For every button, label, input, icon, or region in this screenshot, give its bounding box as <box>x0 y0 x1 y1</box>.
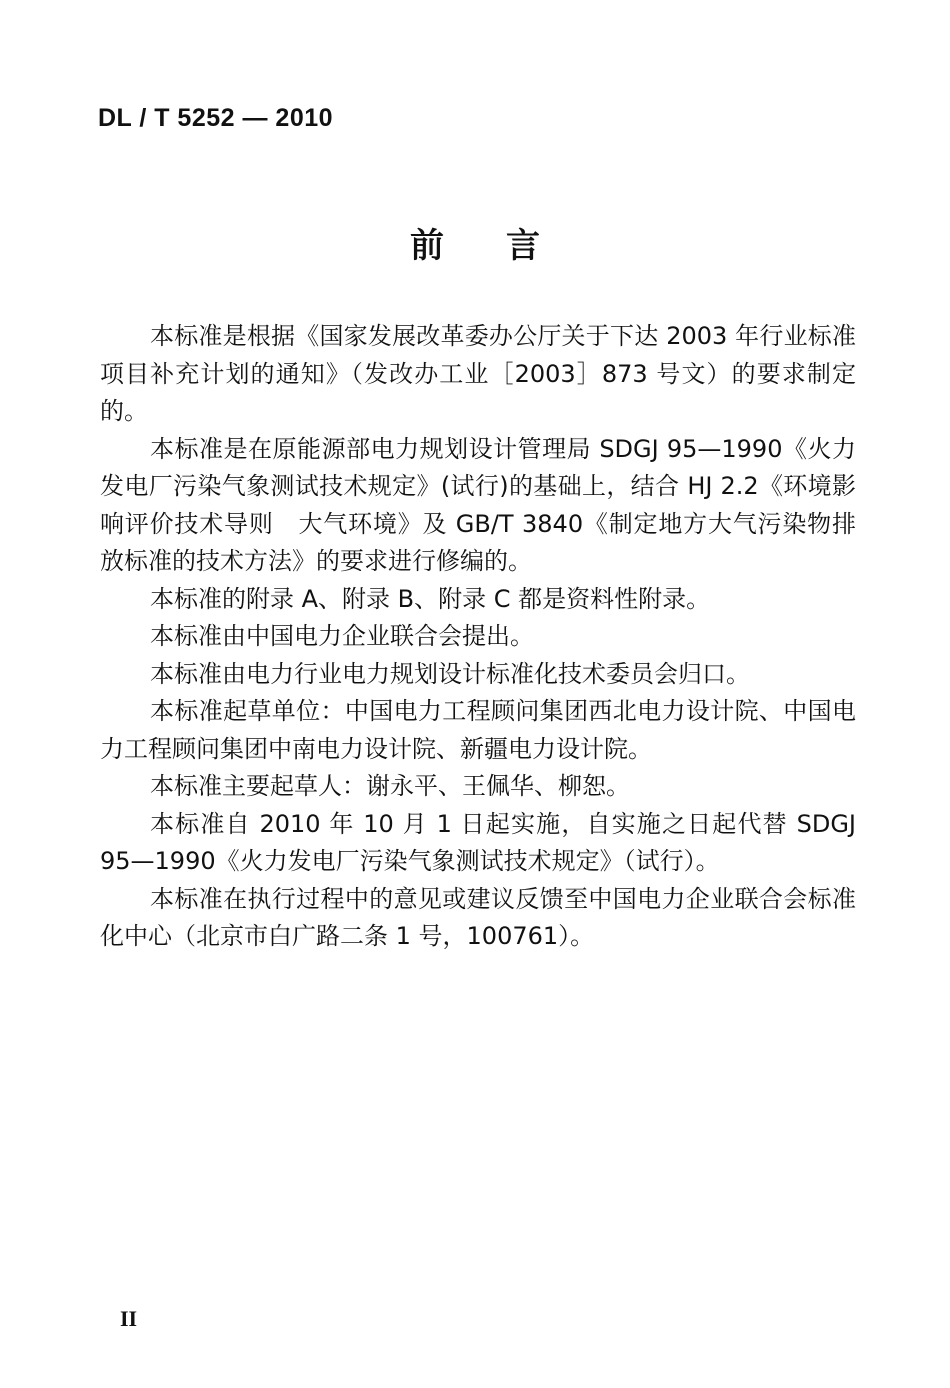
foreword-body <box>100 318 856 956</box>
paragraph: 本标准是根据《国家发展改革委办公厅关于下达 2003 年行业标准项目补充计划的通知》（发改办工业［2003］873 号文）的要求制定的。 <box>100 322 856 425</box>
paragraph: 本标准是在原能源部电力规划设计管理局 SDGJ 95—1990《火力发电厂污染气象测试技术规定》(试行)的基础上，结合 HJ 2.2《环境影响评价技术导则 大气环境》及 GB/T 3840《制定地方大气污染物排放标准的技术方法》的要求进行修编的。 <box>100 434 856 575</box>
paragraph: 本标准自 2010 年 10 月 1 日起实施，自实施之日起代替 SDGJ 95—1990《火力发电厂污染气象测试技术规定》（试行）。 <box>100 809 856 875</box>
page-title: 前言 <box>410 226 602 266</box>
page-number: II <box>120 1306 138 1331</box>
paragraph: 本标准由电力行业电力规划设计标准化技术委员会归口。 <box>150 659 750 688</box>
paragraph: 本标准在执行过程中的意见或建议反馈至中国电力企业联合会标准化中心（北京市白广路二条 1 号，100761）。 <box>100 884 856 950</box>
paragraph: 本标准由中国电力企业联合会提出。 <box>150 622 534 650</box>
paragraph: 本标准的附录 A、附录 B、附录 C 都是资料性附录。 <box>150 584 711 613</box>
standard-code: DL / T 5252 — 2010 <box>98 104 334 132</box>
paragraph: 本标准起草单位：中国电力工程顾问集团西北电力设计院、中国电力工程顾问集团中南电力设计院、新疆电力设计院。 <box>100 697 856 763</box>
paragraph: 本标准主要起草人：谢永平、王佩华、柳恕。 <box>150 772 630 800</box>
